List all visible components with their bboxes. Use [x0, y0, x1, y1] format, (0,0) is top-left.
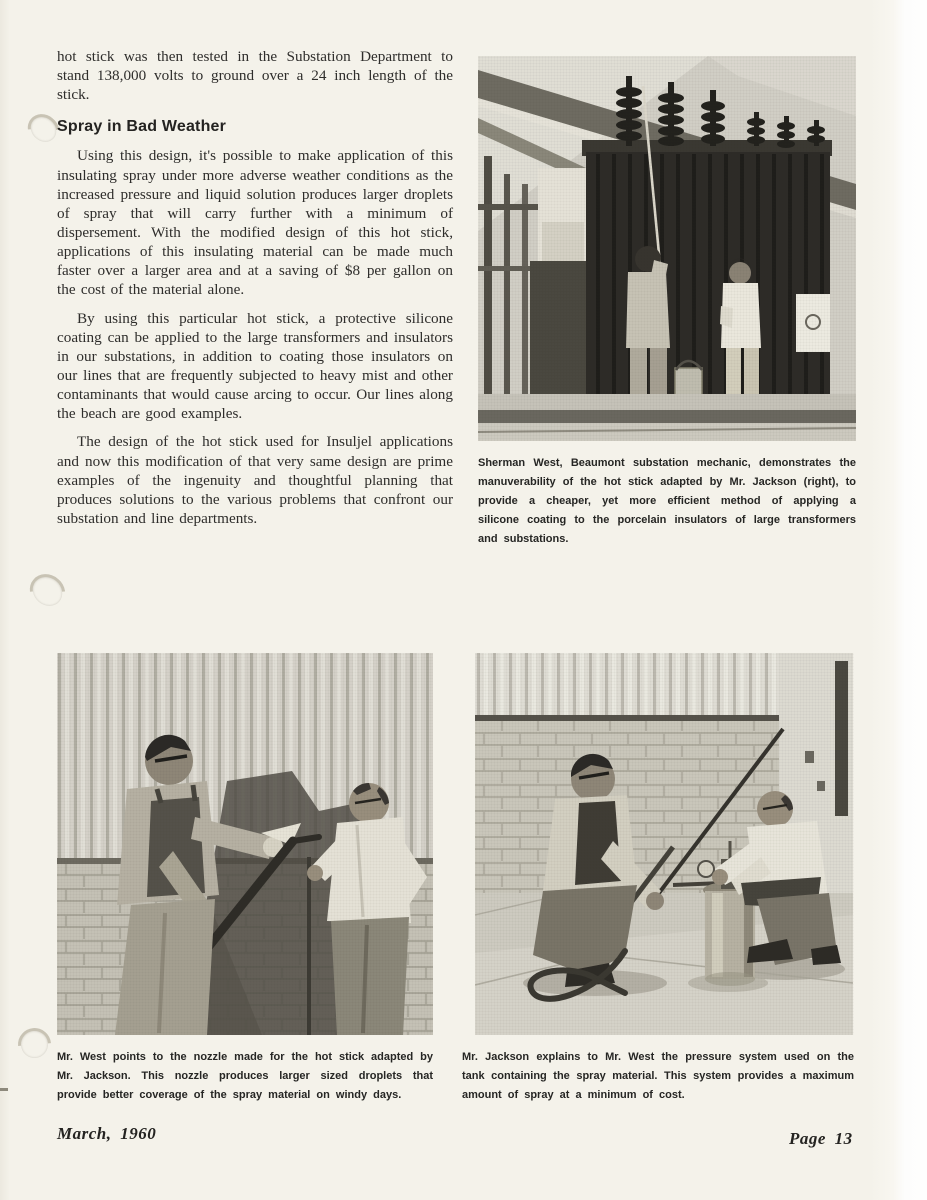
substation-photo-illustration: [478, 56, 856, 441]
article-paragraph-intro: hot stick was then tested in the Substation Department to stand 138,000 volts to ground over a 24 inch length of the stick.: [57, 48, 453, 104]
page-edge-mark: [0, 1088, 8, 1091]
article-paragraph: By using this particular hot stick, a protective silicone coating can be applied to the large transformers and insulators in our substations, in addition to coating those insulators on our lines that are frequently subjected to heavy mist and other contaminants that would cause arcing to occur. Our lines along the beach are good examples.: [57, 309, 453, 423]
nozzle-photo: [57, 653, 433, 1035]
nozzle-photo-illustration: [57, 653, 433, 1035]
figure-tank: [462, 653, 854, 1105]
binder-arc-mark: [23, 567, 73, 616]
tank-photo-caption: Mr. Jackson explains to Mr. West the pressure system used on the tank containing the spray material. This system provides a maximum amount of spray at a minimum of cost.: [462, 1051, 854, 1101]
section-heading: Spray in Bad Weather: [57, 118, 227, 136]
tank-photo: [475, 653, 854, 1035]
nozzle-photo-caption: Mr. West points to the nozzle made for the hot stick adapted by Mr. Jackson. This nozzle produces larger sized droplets that provide better coverage of the spray material on windy days.: [57, 1051, 433, 1101]
footer-page-number: Page 13: [789, 1129, 853, 1148]
binder-arc-mark: [11, 1021, 57, 1067]
article-text-column: [57, 47, 453, 537]
figure-nozzle: [57, 653, 433, 1105]
article-paragraph: The design of the hot stick used for Insuljel applications and now this modification of that very same design are prime examples of the ingenuity and thoughtful planning that produces solutions to the various problems that confront our substation and line departments.: [57, 433, 453, 527]
footer-issue-date: March, 1960: [57, 1124, 157, 1143]
substation-photo-caption: Sherman West, Beaumont substation mechanic, demonstrates the manuverability of the hot stick adapted by Mr. Jackson (right), to provide a cheaper, yet more efficient method of applying a silicone coating to the porcelain insulators of large transformers and substations.: [478, 457, 856, 545]
article-paragraph: Using this design, it's possible to make application of this insulating spray under more adverse weather conditions as the increased pressure and liquid solution produces larger droplets of spray that will carry further with a minimum of dispersement. With the modified design of this hot stick, applications of this insulating material can be made much faster over a larger area and at a saving of $8 per gallon on the cost of the material alone.: [57, 147, 453, 299]
tank-photo-illustration: [475, 653, 853, 1035]
substation-photo: [478, 56, 856, 441]
figure-substation: [478, 56, 856, 549]
